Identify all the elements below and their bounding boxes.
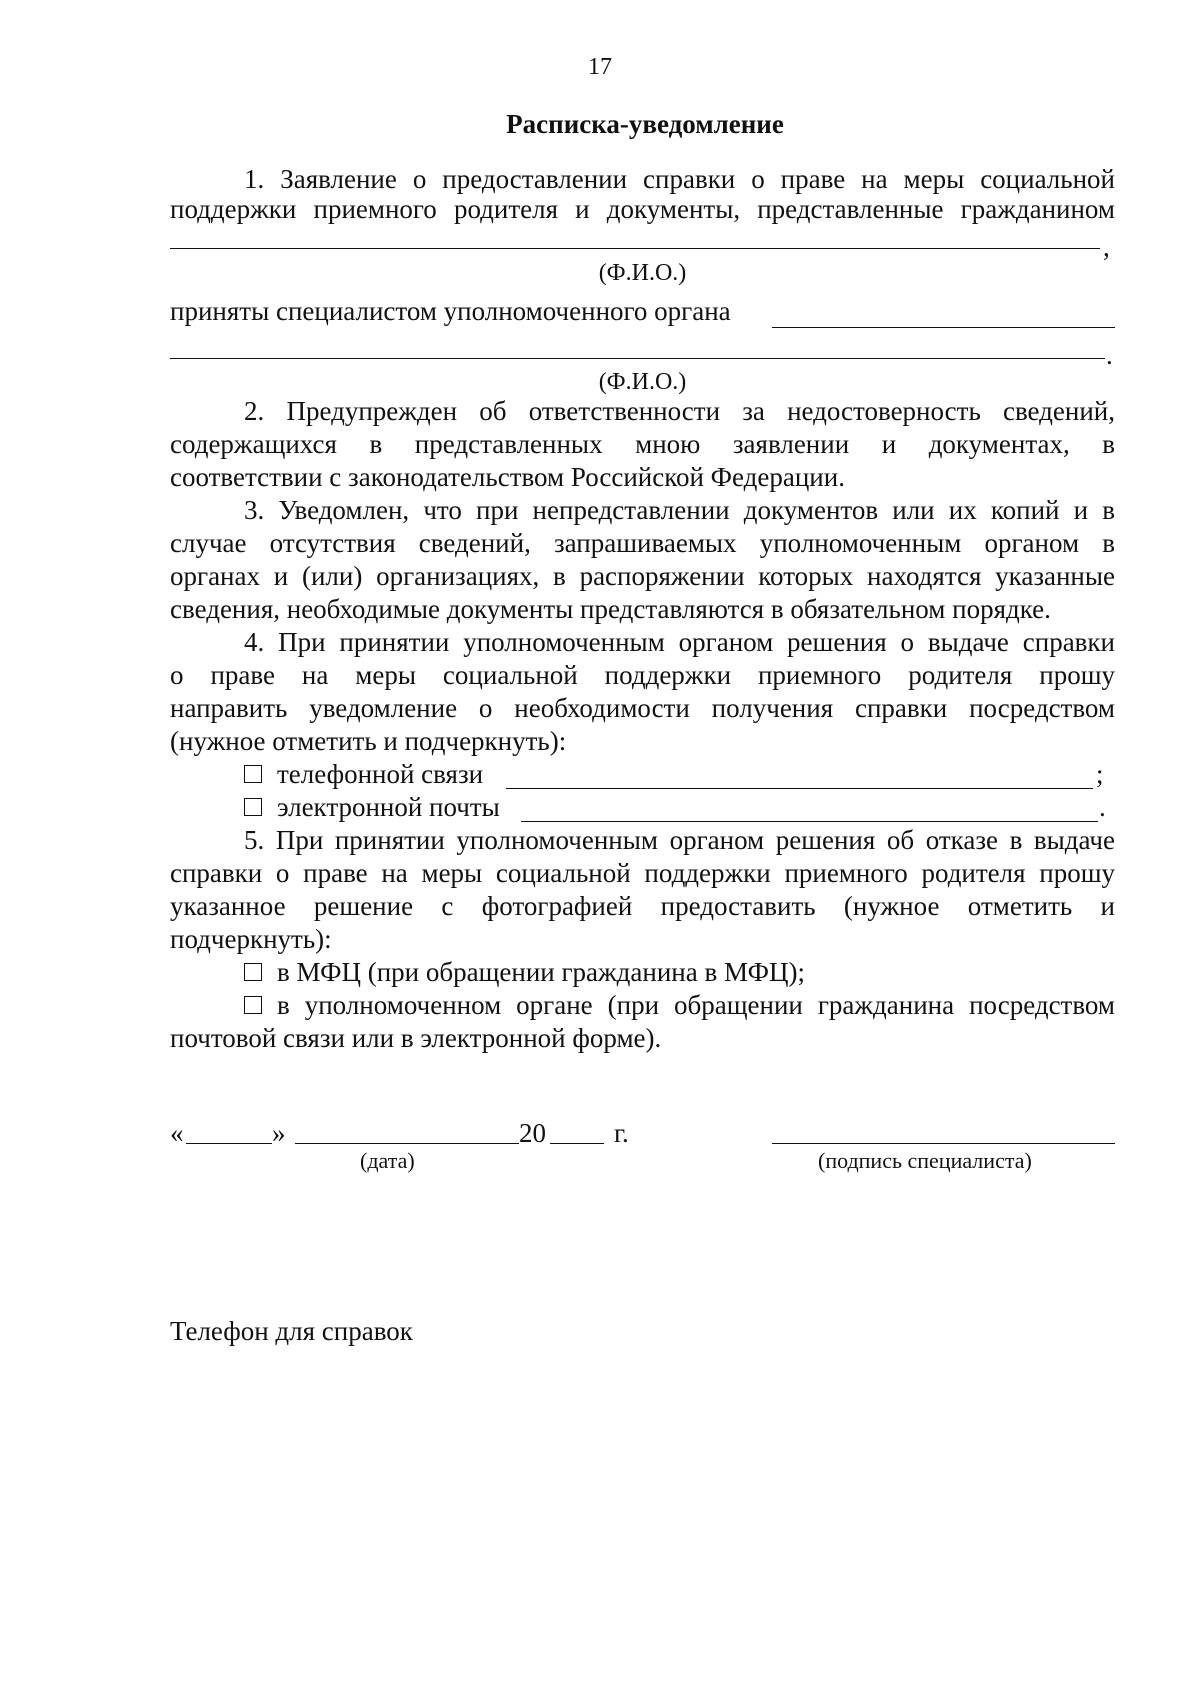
p3-line2: случае отсутствия сведений, запрашиваемых уполномоченным органом в bbox=[170, 528, 1115, 558]
date-quote-close: » bbox=[272, 1118, 286, 1148]
fio-caption-2: (Ф.И.О.) bbox=[598, 369, 687, 395]
document-title: Расписка-уведомление bbox=[506, 109, 784, 139]
p3-line3: органах и (или) организациях, в распоряжении которых находятся указанные bbox=[170, 561, 1115, 591]
p1-line2: поддержки приемного родителя и документы, представленные гражданином bbox=[170, 194, 1115, 224]
year-line[interactable] bbox=[550, 1143, 604, 1144]
p1-line1: 1. Заявление о предоставлении справки о праве на меры социальной bbox=[244, 164, 1115, 194]
year-prefix: 20 bbox=[519, 1118, 546, 1148]
specialist-name-line-1[interactable] bbox=[772, 327, 1115, 328]
applicant-name-line[interactable] bbox=[170, 248, 1100, 249]
authority-option-label-cont: почтовой связи или в электронной форме). bbox=[170, 1023, 662, 1053]
p4-line3: направить уведомление о необходимости получения справки посредством bbox=[170, 693, 1115, 723]
mfc-option-label: в МФЦ (при обращении гражданина в МФЦ); bbox=[277, 957, 805, 987]
phone-option-label: телефонной связи bbox=[277, 759, 484, 789]
email-option-label: электронной почты bbox=[277, 792, 500, 822]
reference-phone-label: Телефон для справок bbox=[170, 1316, 413, 1346]
p1-line3: приняты специалистом уполномоченного органа bbox=[170, 296, 731, 326]
p1-period: . bbox=[1106, 340, 1113, 370]
p5-line2: справки о праве на меры социальной поддержки приемного родителя прошу bbox=[170, 858, 1115, 888]
email-line[interactable] bbox=[521, 821, 1098, 822]
email-period: . bbox=[1099, 792, 1106, 822]
authority-option-label: в уполномоченном органе (при обращении гражданина посредством bbox=[277, 990, 1115, 1020]
phone-semicolon: ; bbox=[1096, 759, 1104, 789]
p1-comma: , bbox=[1103, 232, 1110, 262]
fio-caption-1: (Ф.И.О.) bbox=[598, 260, 687, 286]
phone-line[interactable] bbox=[506, 788, 1093, 789]
p4-line4: (нужное отметить и подчеркнуть): bbox=[170, 726, 567, 756]
year-suffix: г. bbox=[614, 1118, 629, 1148]
signature-caption: (подпись специалиста) bbox=[818, 1148, 1032, 1173]
p3-line4: сведения, необходимые документы представляются в обязательном порядке. bbox=[170, 594, 1051, 624]
signature-line[interactable] bbox=[772, 1143, 1115, 1144]
mfc-checkbox[interactable] bbox=[244, 963, 262, 981]
p4-line2: о праве на меры социальной поддержки приемного родителя прошу bbox=[170, 660, 1115, 690]
page-number: 17 bbox=[588, 54, 612, 80]
phone-checkbox[interactable] bbox=[244, 765, 262, 783]
p2-line1: 2. Предупрежден об ответственности за недостоверность сведений, bbox=[244, 396, 1115, 426]
date-quote-open: « bbox=[170, 1118, 184, 1148]
p5-line4: подчеркнуть): bbox=[170, 924, 332, 954]
p3-line1: 3. Уведомлен, что при непредставлении документов или их копий и в bbox=[244, 495, 1115, 525]
day-line[interactable] bbox=[186, 1143, 272, 1144]
p5-line1: 5. При принятии уполномоченным органом решения об отказе в выдаче bbox=[244, 825, 1115, 855]
p2-line3: соответствии с законодательством Российской Федерации. bbox=[170, 462, 845, 492]
authority-checkbox[interactable] bbox=[244, 996, 262, 1014]
date-caption: (дата) bbox=[360, 1148, 415, 1173]
email-checkbox[interactable] bbox=[244, 798, 262, 816]
p5-line3: указанное решение с фотографией предоставить (нужное отметить и bbox=[170, 891, 1115, 921]
month-line[interactable] bbox=[295, 1143, 519, 1144]
p4-line1: 4. При принятии уполномоченным органом решения о выдаче справки bbox=[244, 627, 1115, 657]
p2-line2: содержащихся в представленных мною заявлении и документах, в bbox=[170, 429, 1115, 459]
specialist-name-line-2[interactable] bbox=[170, 358, 1105, 359]
